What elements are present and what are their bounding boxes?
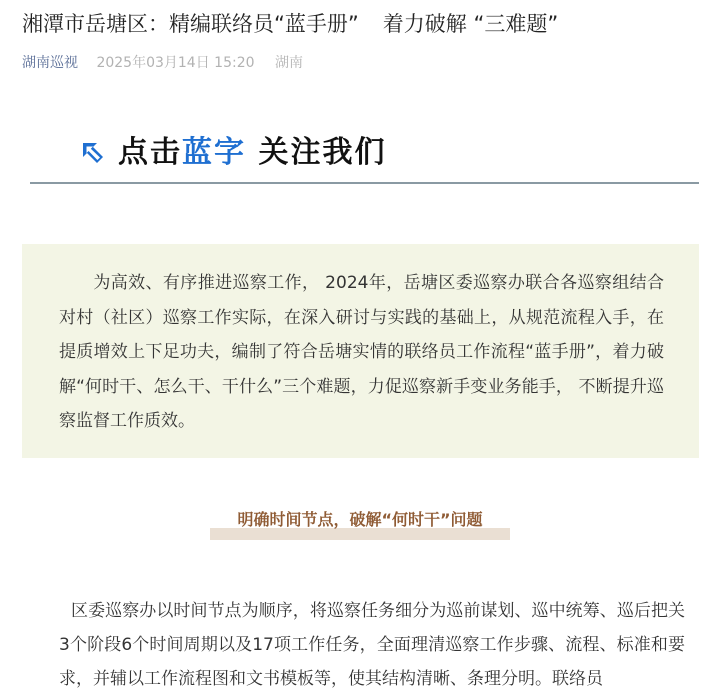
follow-text-highlight: 蓝字 <box>182 135 246 170</box>
article-title-part1: 湘潭市岳塘区：精编联络员“蓝手册” <box>22 12 359 36</box>
account-name-link[interactable]: 湖南巡视 <box>22 55 78 71</box>
publish-date: 2025年03月14日 15:20 <box>96 55 255 71</box>
follow-text-after: 关注我们 <box>246 135 387 170</box>
follow-text-before: 点击 <box>118 135 182 170</box>
section-heading <box>210 506 510 540</box>
article-title <box>22 8 712 40</box>
article-meta <box>22 53 303 73</box>
body-text: 区委巡察办以时间节点为顺序，将巡察任务细分为巡前谋划、巡中统筹、巡后把关3个阶段6个时间周期以及17项工作任务，全面理清巡察工作步骤、流程、标准和要求，并辅以工作流程图和文书模板等，使其结构清晰、条理分明。联络员 <box>59 601 685 689</box>
intro-paragraph <box>59 266 664 439</box>
arrow-up-left-icon <box>80 140 106 166</box>
follow-banner <box>80 133 386 173</box>
section-heading-label: 明确时间节点，破解“何时干”问题 <box>237 510 483 529</box>
divider-line <box>30 182 699 184</box>
follow-banner-text <box>118 133 386 173</box>
body-paragraph <box>59 594 685 696</box>
intro-text: 为高效、有序推进巡察工作， 2024年，岳塘区委巡察办联合各巡察组结合对村（社区）巡察工作实际，在深入研讨与实践的基础上，从规范流程入手，在提质增效上下足功夫，编制了符合岳塘实情的联络员工作流程“蓝手册”，着力破解“何时干、怎么干、干什么”三个难题，力促巡察新手变业务能手， 不断提升巡察监督工作质效。 <box>59 273 664 431</box>
publish-location: 湖南 <box>274 55 303 71</box>
article-title-part2: 着力破解 “三难题” <box>382 12 559 36</box>
